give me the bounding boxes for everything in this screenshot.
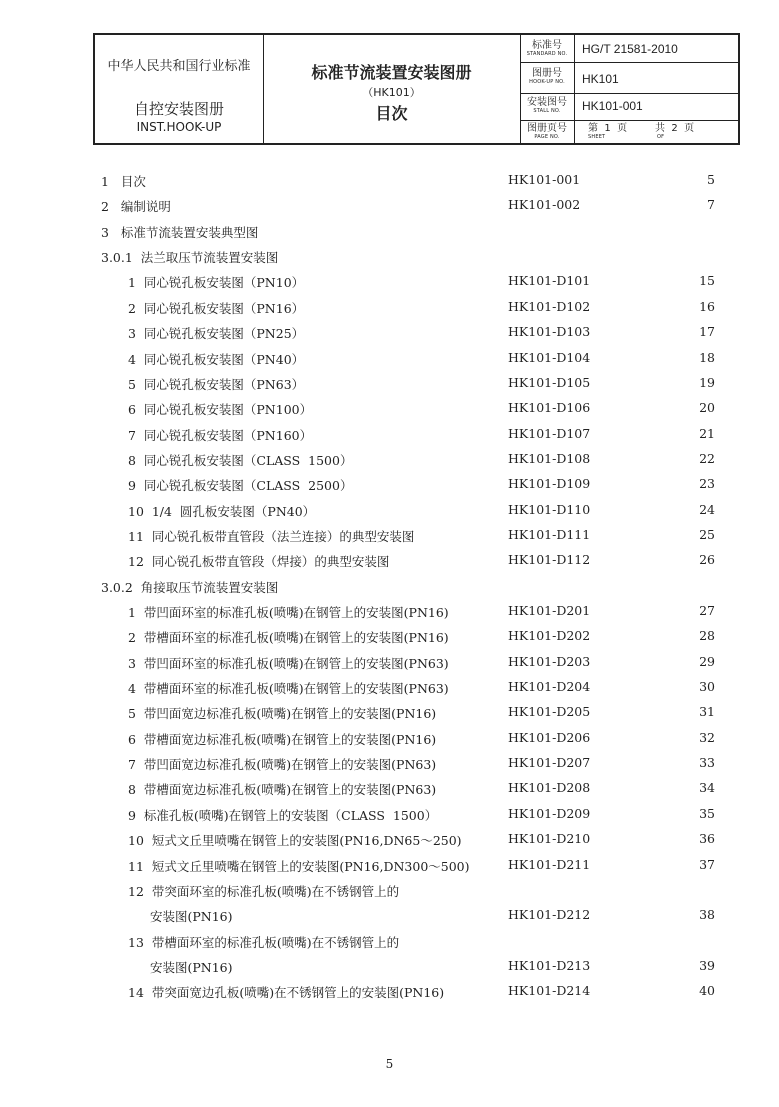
section-title: 目次 [375, 104, 408, 123]
toc-title: 7 带凹面宽边标准孔板(喷嘴)在钢管上的安装图(PN63) [128, 757, 437, 773]
toc-title: 安装图(PN16) [150, 909, 233, 925]
toc-row [0, 552, 779, 572]
toc-row [0, 350, 779, 370]
page-no-label: 图册页号 PAGE NO. [527, 123, 567, 140]
toc-drawing-code: HK101-D213 [508, 957, 591, 973]
toc-page-number: 32 [699, 729, 715, 745]
toc-page-number: 37 [699, 856, 715, 872]
toc-page-number: 33 [699, 755, 715, 771]
toc-page-number: 27 [699, 603, 715, 618]
toc-title: 5 同心锐孔板安装图（PN63） [128, 376, 305, 392]
toc-row [0, 248, 779, 268]
org-name: 中华人民共和国行业标准 [107, 59, 251, 74]
toc-title: 10 1/4 圆孔板安装图（PN40） [128, 503, 316, 519]
toc-drawing-code: HK101-D203 [508, 653, 591, 669]
toc-title: 3.0.1 法兰取压节流装置安装图 [101, 250, 279, 266]
toc-title: 14 带突面宽边孔板(喷嘴)在不锈钢管上的安装图(PN16) [128, 985, 445, 1001]
toc-page-number: 28 [699, 628, 715, 644]
toc-drawing-code: HK101-D208 [508, 780, 591, 796]
toc-row [0, 857, 779, 877]
hookup-no-value: HK101 [582, 72, 619, 86]
toc-page-number: 7 [707, 197, 715, 213]
hookup-book-title-en: INST.HOOK-UP [136, 120, 222, 134]
toc-page-number: 17 [699, 324, 715, 340]
toc-row [0, 324, 779, 344]
toc-title: 6 同心锐孔板安装图（PN100） [128, 402, 313, 418]
toc-page-number: 5 [707, 172, 715, 187]
toc-row [0, 603, 779, 623]
toc-drawing-code: HK101-001 [508, 172, 581, 187]
toc-page-number: 25 [699, 526, 715, 542]
toc-page-number: 15 [699, 273, 715, 289]
toc-title: 2 同心锐孔板安装图（PN16） [128, 300, 305, 316]
toc-drawing-code: HK101-D214 [508, 983, 591, 999]
toc-drawing-code: HK101-D108 [508, 450, 591, 466]
title-block [93, 33, 740, 145]
toc-page-number: 34 [699, 780, 715, 796]
toc-title: 4 带槽面环室的标准孔板(喷嘴)在钢管上的安装图(PN63) [128, 681, 449, 696]
toc-title: 3 同心锐孔板安装图（PN25） [128, 326, 305, 342]
toc-page-number: 22 [699, 450, 715, 466]
toc-drawing-code: HK101-D102 [508, 298, 591, 314]
toc-title: 11 短式文丘里喷嘴在钢管上的安装图(PN16,DN300～500) [128, 858, 470, 874]
toc-drawing-code: HK101-D204 [508, 679, 591, 694]
toc-row [0, 476, 779, 496]
standard-no-value: HG/T 21581-2010 [582, 42, 678, 56]
hookup-no-label: 图册号 HOOK-UP NO. [529, 68, 565, 85]
toc-page-number: 19 [699, 374, 715, 390]
divider [574, 35, 575, 143]
toc-page-number: 40 [699, 983, 715, 999]
standard-no-label: 标准号 STANDARD NO. [526, 40, 568, 57]
toc-row [0, 983, 779, 1003]
toc-page-number: 16 [699, 298, 715, 314]
toc-page-number: 26 [699, 552, 715, 568]
toc-title: 11 同心锐孔板带直管段（法兰连接）的典型安装图 [128, 528, 415, 544]
toc-row [0, 628, 779, 648]
sheet-number: 第 1 页 SHEET [588, 123, 628, 140]
toc-drawing-code: HK101-D104 [508, 349, 591, 365]
toc-drawing-code: HK101-D201 [508, 603, 591, 618]
stall-no-value: HK101-001 [582, 99, 643, 113]
toc-title: 10 短式文丘里喷嘴在钢管上的安装图(PN16,DN65～250) [128, 833, 462, 849]
toc-page-number: 31 [699, 704, 715, 720]
toc-drawing-code: HK101-D212 [508, 907, 591, 923]
hookup-book-title: 自控安装图册 [133, 100, 224, 118]
toc-title: 1 目次 [101, 174, 146, 189]
toc-drawing-code: HK101-D111 [508, 526, 591, 542]
toc-drawing-code: HK101-002 [508, 197, 581, 213]
toc-drawing-code: HK101-D107 [508, 425, 591, 441]
page-number: 5 [385, 1057, 394, 1071]
toc-row [0, 958, 779, 978]
toc-row [0, 527, 779, 547]
sheet-total: 共 2 页 OF [655, 123, 695, 140]
toc-row [0, 426, 779, 446]
toc-row [0, 578, 779, 598]
toc-title: 1 同心锐孔板安装图（PN10） [128, 275, 305, 291]
toc-row [0, 299, 779, 319]
toc-page-number: 20 [699, 400, 715, 416]
toc-drawing-code: HK101-D210 [508, 831, 591, 847]
toc-title: 8 同心锐孔板安装图（CLASS 1500） [128, 452, 353, 468]
toc-drawing-code: HK101-D206 [508, 729, 591, 745]
toc-drawing-code: HK101-D105 [508, 374, 591, 390]
toc-page-number: 29 [699, 653, 715, 669]
toc-title: 12 带突面环室的标准孔板(喷嘴)在不锈钢管上的 [128, 883, 400, 899]
toc-row [0, 806, 779, 826]
toc-row [0, 780, 779, 800]
toc-row [0, 933, 779, 953]
toc-drawing-code: HK101-D209 [508, 805, 591, 821]
toc-title: 3 标准节流装置安装典型图 [101, 224, 259, 240]
toc-title: 2 带槽面环室的标准孔板(喷嘴)在钢管上的安装图(PN16) [128, 630, 449, 646]
toc-row [0, 679, 779, 699]
toc-drawing-code: HK101-D112 [508, 552, 591, 568]
toc-page-number: 23 [699, 476, 715, 492]
toc-row [0, 273, 779, 293]
toc-title: 8 带槽面宽边标准孔板(喷嘴)在钢管上的安装图(PN63) [128, 782, 437, 798]
toc-title: 12 同心锐孔板带直管段（焊接）的典型安装图 [128, 554, 390, 570]
toc-page-number: 35 [699, 805, 715, 821]
toc-row [0, 907, 779, 927]
toc-row [0, 400, 779, 420]
toc-row [0, 172, 779, 192]
toc-drawing-code: HK101-D106 [508, 400, 591, 416]
toc-page-number: 18 [699, 349, 715, 365]
document-subtitle: （HK101） [362, 86, 421, 99]
toc-drawing-code: HK101-D103 [508, 324, 591, 340]
toc-page-number: 21 [699, 425, 715, 441]
document-title: 标准节流装置安装图册 [311, 63, 472, 82]
toc-drawing-code: HK101-D109 [508, 476, 591, 492]
toc-row [0, 831, 779, 851]
toc-row [0, 755, 779, 775]
toc-row [0, 704, 779, 724]
toc-title: 5 带凹面宽边标准孔板(喷嘴)在钢管上的安装图(PN16) [128, 706, 437, 722]
toc-row [0, 197, 779, 217]
toc-title: 3 带凹面环室的标准孔板(喷嘴)在钢管上的安装图(PN63) [128, 655, 449, 671]
toc-title: 安装图(PN16) [150, 959, 233, 975]
toc-row [0, 730, 779, 750]
toc-title: 6 带槽面宽边标准孔板(喷嘴)在钢管上的安装图(PN16) [128, 731, 437, 747]
toc-row [0, 502, 779, 522]
toc-title: 4 同心锐孔板安装图（PN40） [128, 351, 305, 367]
toc-page-number: 30 [699, 679, 715, 694]
toc-drawing-code: HK101-D211 [508, 856, 591, 872]
toc-page-number: 24 [699, 501, 715, 517]
toc-row [0, 375, 779, 395]
toc-drawing-code: HK101-D205 [508, 704, 591, 720]
toc-title: 3.0.2 角接取压节流装置安装图 [101, 579, 279, 595]
toc-drawing-code: HK101-D101 [508, 273, 591, 289]
toc-page-number: 39 [699, 957, 715, 973]
toc-title: 1 带凹面环室的标准孔板(喷嘴)在钢管上的安装图(PN16) [128, 605, 449, 620]
toc-page-number: 36 [699, 831, 715, 847]
toc-title: 7 同心锐孔板安装图（PN160） [128, 427, 313, 443]
toc-drawing-code: HK101-D110 [508, 501, 591, 517]
toc-title: 2 编制说明 [101, 199, 171, 215]
divider [520, 62, 738, 63]
divider [520, 93, 738, 94]
toc-drawing-code: HK101-D202 [508, 628, 591, 644]
toc-page-number: 38 [699, 907, 715, 923]
toc-title: 9 标准孔板(喷嘴)在钢管上的安装图（CLASS 1500） [128, 807, 438, 823]
toc-row [0, 223, 779, 243]
toc-row [0, 451, 779, 471]
toc-drawing-code: HK101-D207 [508, 755, 591, 771]
toc-row [0, 654, 779, 674]
stall-no-label: 安装图号 STALL NO. [527, 97, 567, 114]
divider [520, 120, 738, 121]
toc-row [0, 882, 779, 902]
toc-title: 13 带槽面环室的标准孔板(喷嘴)在不锈钢管上的 [128, 934, 400, 950]
toc-title: 9 同心锐孔板安装图（CLASS 2500） [128, 478, 353, 494]
